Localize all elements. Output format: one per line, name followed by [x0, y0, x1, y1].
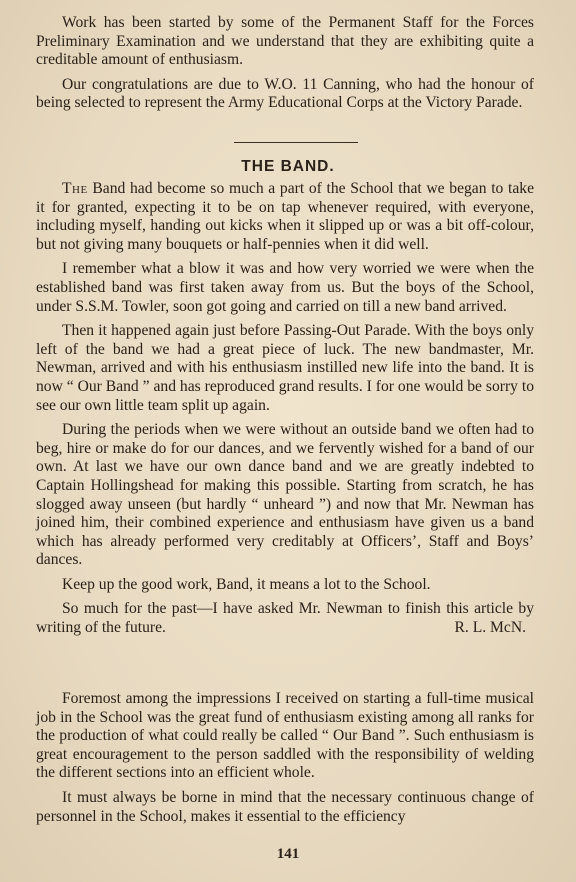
intro-paragraph-2: Our congratulations are due to W.O. 11 Canning, who had the honour of being selected to represent the Army Educational Corps at the Victory Parade. [36, 75, 534, 112]
band-paragraph-1-lead: The [62, 180, 88, 197]
newman-section [36, 690, 534, 832]
band-paragraph-1-body: Band had become so much a part of the School that we began to take it for granted, expecting it to be on tap whenever required, with everyone, including myself, handing out kicks when it slipped up or was a bit off-colour, but not giving many bouquets or half-pennies when it did well. [36, 180, 534, 253]
band-paragraph-6 [36, 600, 534, 637]
band-paragraph-4: During the periods when we were without an outside band we often had to beg, hire or make do for our dances, and we fervently wished for a band of our own. At last we have our own dance band and we are greatly indebted to Captain Hollingshead for making this possible. Starting from scratch, he has slogged away unseen (but hardly “ unheard ”) and now that Mr. Newman has joined him, their combined experience and enthusiasm have given us a band which has already performed very creditably at Officers’, Staff and Boys’ dances. [36, 421, 534, 569]
band-section [36, 180, 534, 644]
page-number: 141 [276, 846, 300, 862]
band-paragraph-2: I remember what a blow it was and how very worried we were when the established band was first taken away from us. But the boys of the School, under S.S.M. Towler, soon got going and carried on till a new band arrived. [36, 260, 534, 315]
intro-section [36, 14, 534, 119]
band-heading: THE BAND. [241, 158, 335, 175]
band-paragraph-5: Keep up the good work, Band, it means a lot to the School. [62, 575, 431, 593]
newman-paragraph-2: It must always be borne in mind that the necessary continuous change of personnel in the School, makes it essential to the efficiency [36, 788, 534, 825]
band-paragraph-6-body: So much for the past—I have asked Mr. Newman to finish this article by writing of the future. [36, 600, 534, 637]
section-divider [234, 142, 358, 143]
author-signature: R. L. McN. [454, 619, 526, 637]
newman-paragraph-1: Foremost among the impressions I received on starting a full-time musical job in the School was the great fund of enthusiasm existing among all ranks for the production of what could really be called “ Our Band ”. Such enthusiasm is great encouragement to the person saddled with the responsibility of welding the different sections into an efficient whole. [36, 690, 534, 782]
band-paragraph-3: Then it happened again just before Passing-Out Parade. With the boys only left of the band we had a great piece of luck. The new bandmaster, Mr. Newman, arrived and with his enthusiasm instilled new life into the band. It is now “ Our Band ” and has reproduced grand results. I for one would be sorry to see our own little team split up again. [36, 322, 534, 414]
band-paragraph-1 [36, 180, 534, 254]
intro-paragraph-1: Work has been started by some of the Permanent Staff for the Forces Preliminary Examination and we understand that they are exhibiting quite a creditable amount of enthusiasm. [36, 14, 534, 69]
